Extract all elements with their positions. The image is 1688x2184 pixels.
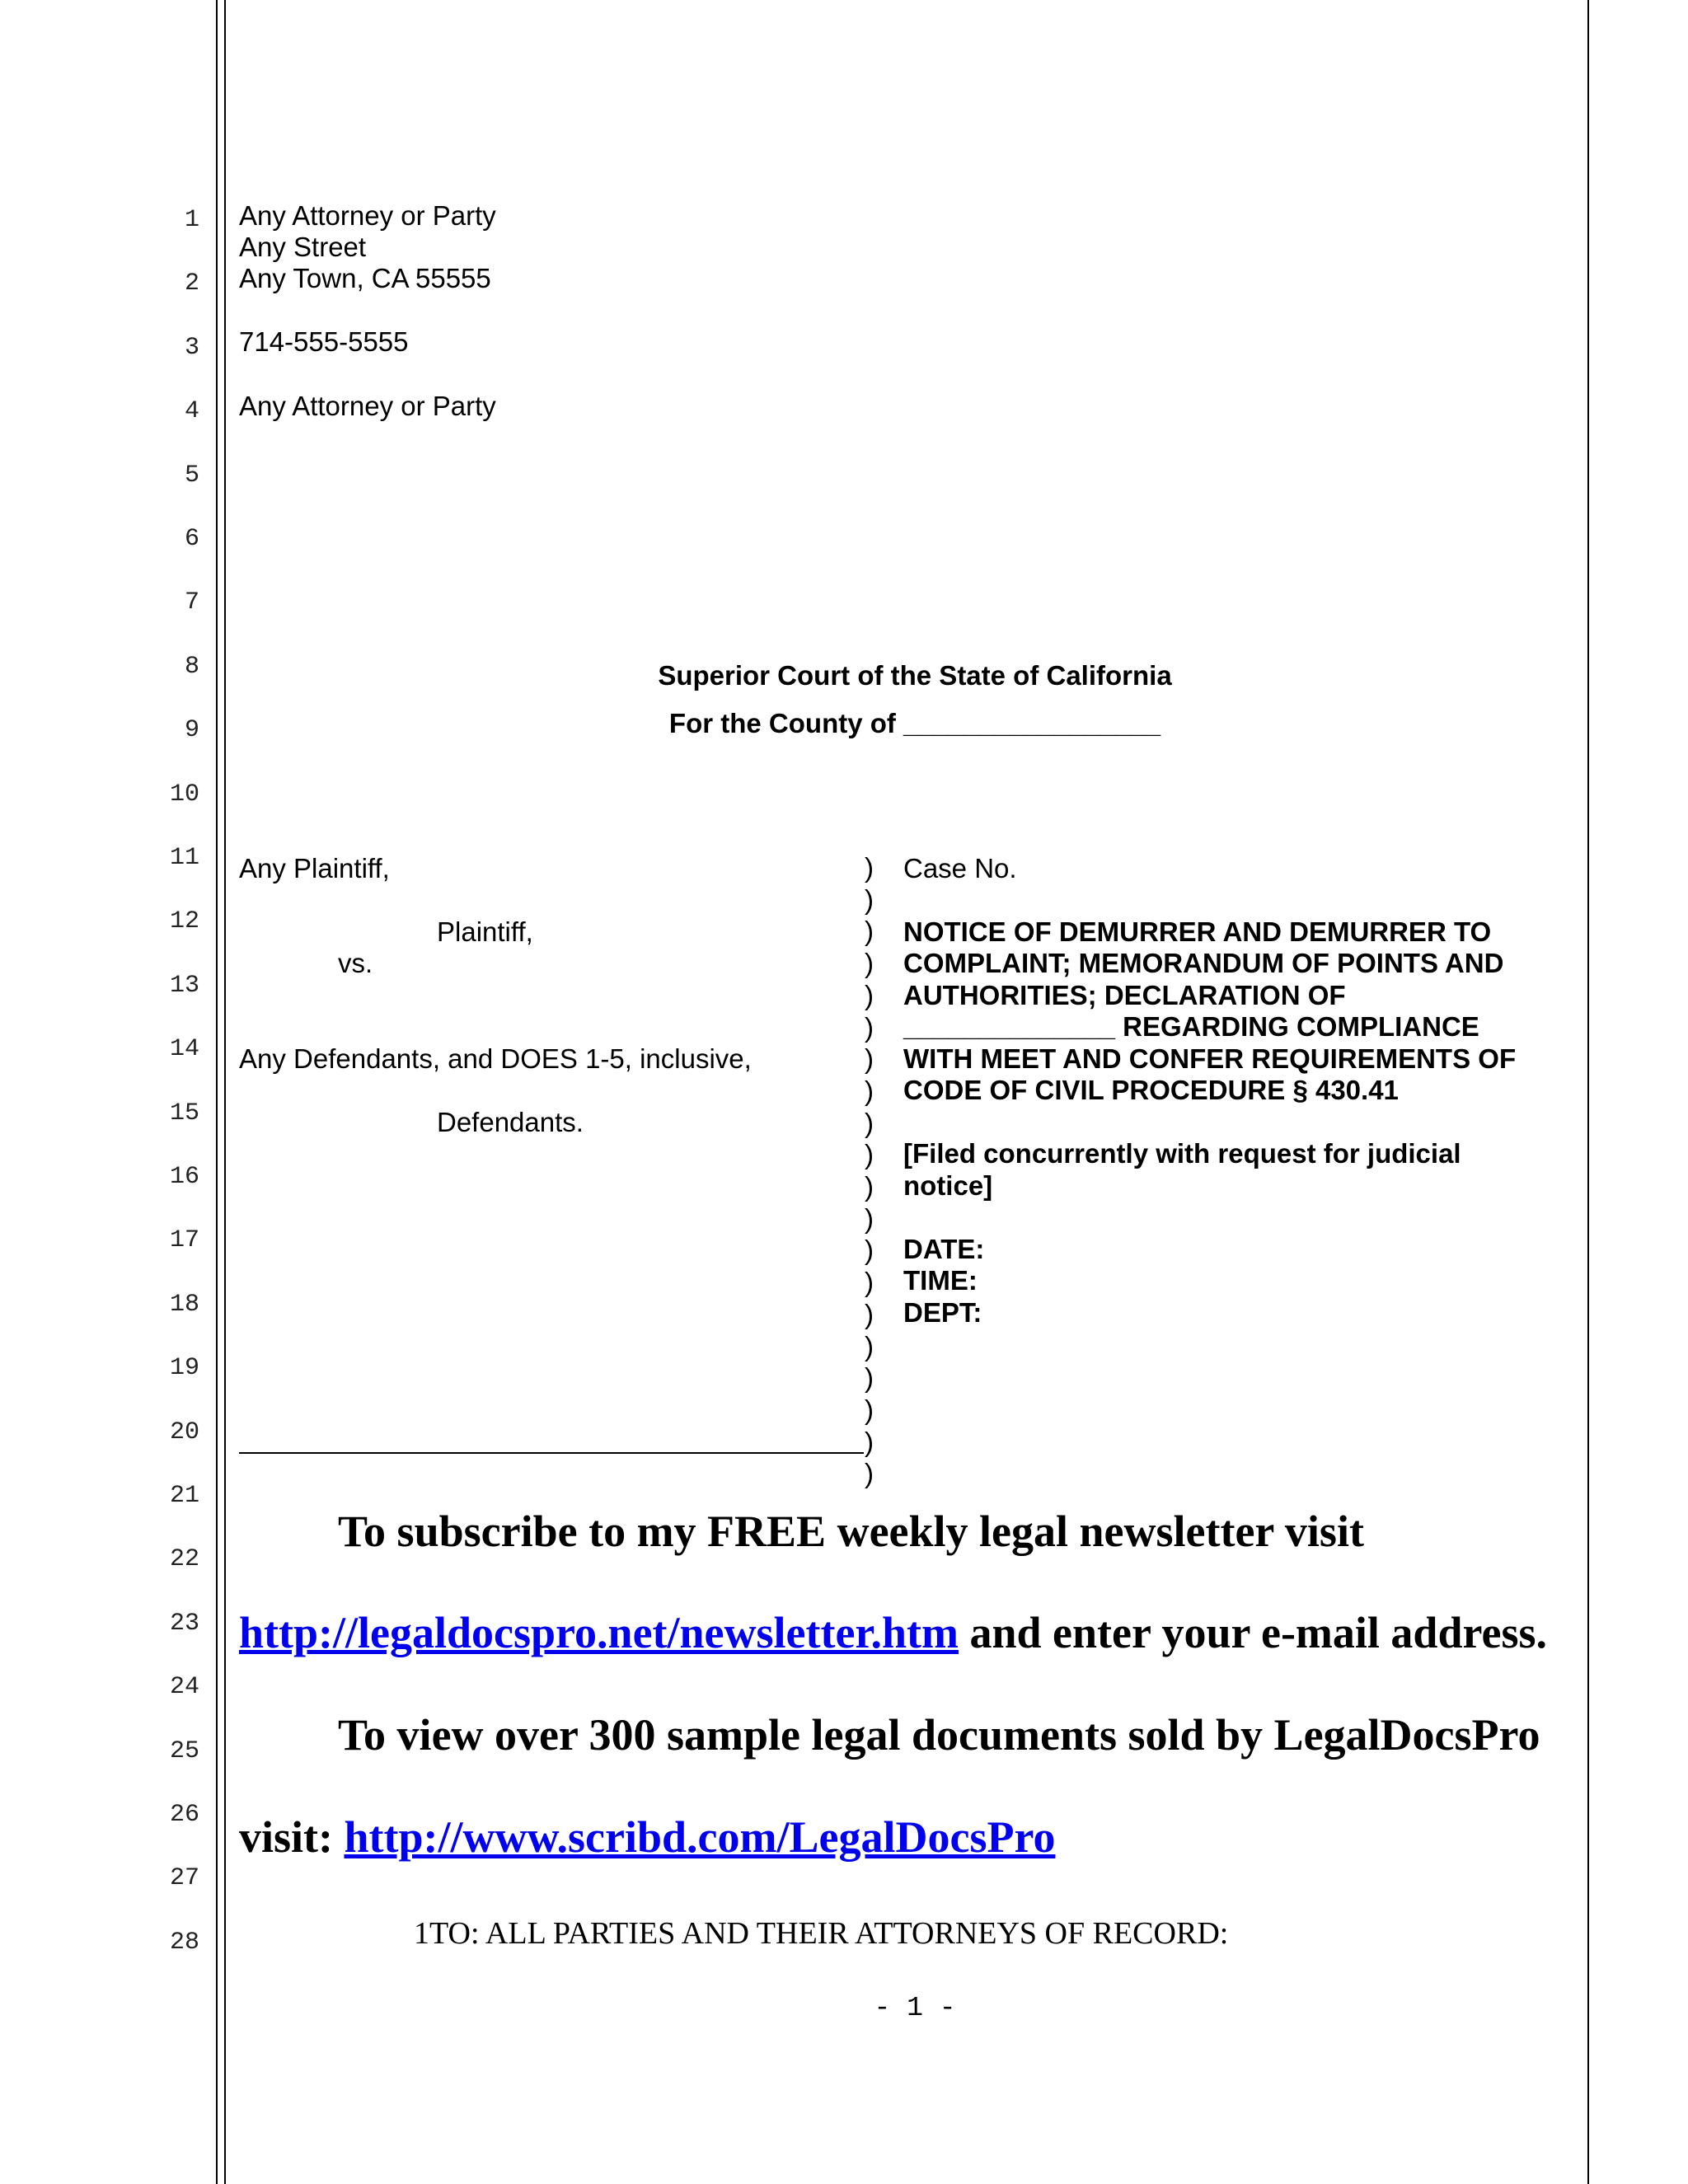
caption-paren: ) bbox=[865, 1011, 874, 1043]
newsletter-link[interactable]: http://legaldocspro.net/newsletter.htm bbox=[239, 1608, 959, 1657]
notice-to-parties: 1TO: ALL PARTIES AND THEIR ATTORNEYS OF RECORD: bbox=[414, 1916, 1229, 1951]
caption-paren: ) bbox=[865, 1171, 874, 1202]
case-title-line-3: AUTHORITIES; DECLARATION OF bbox=[903, 980, 1346, 1010]
caption-paren: ) bbox=[865, 916, 874, 947]
court-name: Superior Court of the State of California bbox=[658, 660, 1172, 691]
attorney-city: Any Town, CA 55555 bbox=[239, 263, 491, 293]
documents-promo-line: To view over 300 sample legal documents sold by LegalDocsPro bbox=[338, 1710, 1540, 1760]
page-number: - 1 - bbox=[874, 1993, 956, 2023]
caption-paren: ) bbox=[865, 1202, 874, 1234]
line-number: 20 bbox=[169, 1418, 199, 1446]
plaintiff-role: Plaintiff, bbox=[437, 916, 533, 947]
line-number: 26 bbox=[169, 1801, 199, 1829]
line-number: 7 bbox=[184, 588, 199, 617]
line-number: 22 bbox=[169, 1545, 199, 1574]
caption-underline bbox=[239, 1452, 864, 1454]
case-title-line-4: ______________ REGARDING COMPLIANCE bbox=[903, 1011, 1479, 1042]
case-number-label: Case No. bbox=[903, 853, 1017, 883]
line-number: 18 bbox=[169, 1290, 199, 1319]
line-number: 25 bbox=[169, 1736, 199, 1765]
line-number: 3 bbox=[184, 333, 199, 362]
caption-paren: ) bbox=[865, 1139, 874, 1170]
attorney-for: Any Attorney or Party bbox=[239, 391, 496, 421]
newsletter-link-line bbox=[239, 1608, 1547, 1657]
left-margin-rule-outer bbox=[216, 0, 218, 2184]
caption-paren: ) bbox=[865, 1107, 874, 1138]
line-number: 12 bbox=[169, 907, 199, 936]
left-margin-rule-inner bbox=[224, 0, 226, 2184]
line-number: 6 bbox=[184, 525, 199, 553]
line-number: 13 bbox=[169, 971, 199, 1000]
attorney-street: Any Street bbox=[239, 232, 367, 262]
case-title-line-5: WITH MEET AND CONFER REQUIREMENTS OF bbox=[903, 1043, 1517, 1074]
line-number: 9 bbox=[184, 716, 199, 745]
caption-paren: ) bbox=[865, 948, 874, 979]
line-number: 10 bbox=[169, 780, 199, 808]
line-number: 24 bbox=[169, 1673, 199, 1702]
attorney-name: Any Attorney or Party bbox=[239, 200, 496, 231]
visit-label: visit: bbox=[239, 1812, 345, 1862]
caption-paren: ) bbox=[865, 1362, 874, 1394]
caption-paren: ) bbox=[865, 1298, 874, 1329]
caption-paren: ) bbox=[865, 1267, 874, 1298]
hearing-dept-label: DEPT: bbox=[903, 1297, 982, 1328]
hearing-time-label: TIME: bbox=[903, 1265, 978, 1296]
newsletter-promo-line: To subscribe to my FREE weekly legal newsletter visit bbox=[338, 1507, 1364, 1556]
newsletter-link-tail: and enter your e-mail address. bbox=[958, 1608, 1547, 1657]
scribd-link-line bbox=[239, 1812, 1055, 1862]
caption-paren: ) bbox=[865, 1330, 874, 1361]
line-number: 19 bbox=[169, 1354, 199, 1383]
line-number: 16 bbox=[169, 1163, 199, 1191]
caption-paren: ) bbox=[865, 1043, 874, 1075]
caption-paren: ) bbox=[865, 1426, 874, 1457]
hearing-date-label: DATE: bbox=[903, 1234, 985, 1264]
case-title-line-6: CODE OF CIVIL PROCEDURE § 430.41 bbox=[903, 1075, 1399, 1105]
right-margin-rule bbox=[1587, 0, 1589, 2184]
caption-paren: ) bbox=[865, 1075, 874, 1106]
defendant-name: Any Defendants, and DOES 1-5, inclusive, bbox=[239, 1043, 752, 1074]
line-number: 17 bbox=[169, 1226, 199, 1255]
line-number: 1 bbox=[184, 206, 199, 234]
line-number: 21 bbox=[169, 1482, 199, 1510]
line-number: 14 bbox=[169, 1035, 199, 1064]
caption-paren: ) bbox=[865, 852, 874, 883]
caption-paren: ) bbox=[865, 1235, 874, 1266]
concurrent-filing-line-2: notice] bbox=[903, 1170, 993, 1201]
line-number: 23 bbox=[169, 1609, 199, 1638]
line-number: 27 bbox=[169, 1864, 199, 1893]
scribd-link[interactable]: http://www.scribd.com/LegalDocsPro bbox=[344, 1812, 1056, 1862]
line-number: 28 bbox=[169, 1928, 199, 1957]
case-title-line-1: NOTICE OF DEMURRER AND DEMURRER TO bbox=[903, 916, 1492, 947]
case-title-line-2: COMPLAINT; MEMORANDUM OF POINTS AND bbox=[903, 948, 1504, 978]
caption-paren: ) bbox=[865, 883, 874, 915]
line-number: 15 bbox=[169, 1099, 199, 1127]
concurrent-filing-line-1: [Filed concurrently with request for judicial bbox=[903, 1138, 1461, 1169]
line-number: 4 bbox=[184, 397, 199, 426]
plaintiff-name: Any Plaintiff, bbox=[239, 853, 390, 883]
line-number: 8 bbox=[184, 652, 199, 681]
attorney-phone: 714-555-5555 bbox=[239, 326, 409, 357]
caption-paren: ) bbox=[865, 979, 874, 1010]
defendant-role: Defendants. bbox=[437, 1107, 584, 1137]
line-number: 2 bbox=[184, 269, 199, 298]
line-number: 11 bbox=[169, 844, 199, 872]
versus: vs. bbox=[338, 948, 373, 978]
caption-paren: ) bbox=[865, 1394, 874, 1425]
caption-paren: ) bbox=[865, 1458, 874, 1489]
line-number: 5 bbox=[184, 461, 199, 490]
court-county: For the County of _________________ bbox=[668, 708, 1161, 738]
